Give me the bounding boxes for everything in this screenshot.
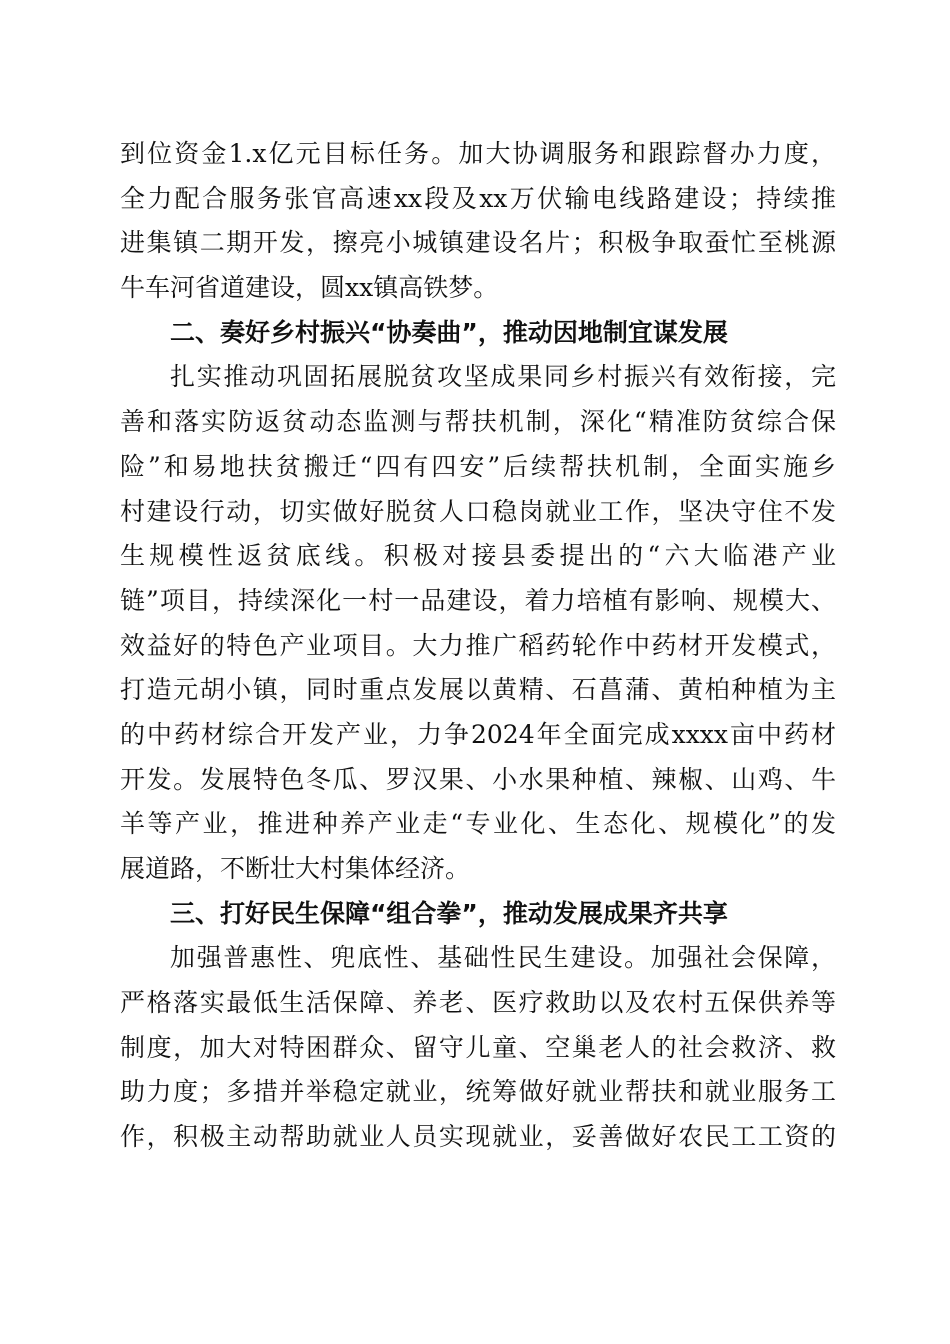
continuation-line: 进集镇二期开发，擦亮小城镇建设名片；积极争取蚕忙至桃源 [120,228,836,258]
section-2-line: 羊等产业，推进种养产业走“专业化、生态化、规模化”的发 [120,809,836,839]
section-2-heading: 二、奏好乡村振兴“协奏曲”，推动因地制宜谋发展 [170,317,728,347]
section-2-line: 险”和易地扶贫搬迁“四有四安”后续帮扶机制，全面实施乡 [120,451,836,481]
section-2-line: 效益好的特色产业项目。大力推广稻药轮作中药材开发模式， [120,630,836,660]
section-2-line: 扎实推动巩固拓展脱贫攻坚成果同乡村振兴有效衔接，完 [170,362,836,392]
section-2-line: 生规模性返贫底线。积极对接县委提出的“六大临港产业 [120,541,836,571]
continuation-line: 全力配合服务张官高速xx段及xx万伏输电线路建设；持续推 [120,183,836,213]
section-3-line: 严格落实最低生活保障、养老、医疗救助以及农村五保供养等 [120,988,836,1018]
section-2-line: 善和落实防返贫动态监测与帮扶机制，深化“精准防贫综合保 [120,407,836,437]
section-2-line: 打造元胡小镇，同时重点发展以黄精、石菖蒲、黄柏种植为主 [120,675,836,705]
document-body [120,132,836,1160]
continuation-line: 到位资金1.x亿元目标任务。加大协调服务和跟踪督办力度， [120,139,836,168]
section-3-heading: 三、打好民生保障“组合拳”，推动发展成果齐共享 [170,898,728,928]
section-2-line: 展道路，不断壮大村集体经济。 [120,854,471,883]
section-3-line: 加强普惠性、兜底性、基础性民生建设。加强社会保障， [170,943,836,973]
section-3-line: 助力度；多措并举稳定就业，统筹做好就业帮扶和就业服务工 [120,1077,836,1107]
continuation-line: 牛车河省道建设，圆xx镇高铁梦。 [120,273,499,303]
section-2-line: 的中药材综合开发产业，力争2024年全面完成xxxx亩中药材 [120,719,836,749]
section-2-line: 开发。发展特色冬瓜、罗汉果、小水果种植、辣椒、山鸡、牛 [120,764,836,794]
section-3-line: 作，积极主动帮助就业人员实现就业，妥善做好农民工工资的 [120,1122,836,1152]
section-2-line: 村建设行动，切实做好脱贫人口稳岗就业工作，坚决守住不发 [120,496,836,526]
section-3-line: 制度，加大对特困群众、留守儿童、空巢老人的社会救济、救 [120,1032,836,1062]
section-2-line: 链”项目，持续深化一村一品建设，着力培植有影响、规模大、 [120,585,836,615]
